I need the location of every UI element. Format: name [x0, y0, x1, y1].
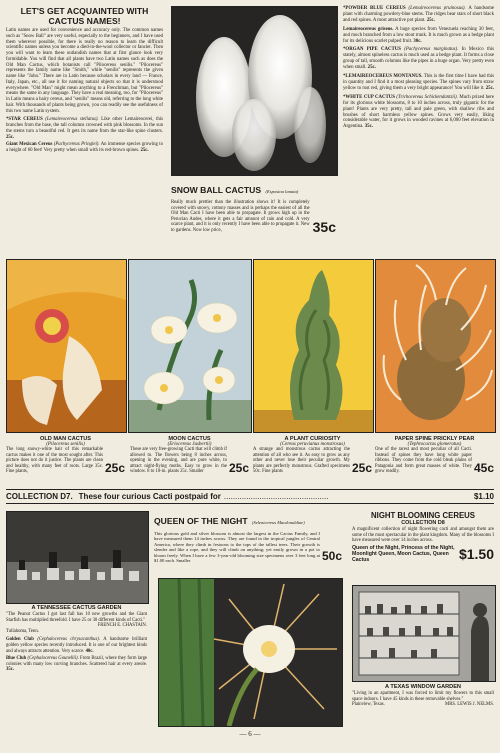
intro-title-line1: LET'S GET ACQUAINTED WITH	[20, 6, 149, 16]
star-cereus-name: *STAR CEREUS	[6, 117, 43, 123]
cereus-entry	[343, 6, 494, 24]
cereus-name: *POWDER BLUE CEREUS	[343, 6, 406, 11]
night-blooming-offer	[352, 545, 494, 563]
golden-club-name: Golden Club	[6, 637, 34, 643]
cereus-entry	[343, 47, 494, 71]
star-cereus-body: Like other Lemaireocerei, this branches from the base, the tall columns crowned with pink blossoms. In the sun the stems turn a beautiful red. It gets its name from the star-like spine clusters.	[6, 117, 163, 134]
golden-club-entry	[6, 637, 147, 654]
texas-quote: "Living in an apartment, I was forced to limit my flowers to this small space indoors. I have 45 kinds in these removable shelves."	[352, 691, 494, 702]
tennessee-garden-illustration	[7, 512, 148, 603]
cereus-body: This is the first time I have had this in quantity and I find it a most pleasing species. The spines vary from straw yellow to rust red, giving them a very bright appearance! You will like it.	[343, 74, 494, 91]
night-blooming-price: $1.50	[458, 545, 494, 562]
tennessee-section	[6, 605, 147, 673]
plant-curiosity-illustration	[254, 260, 373, 432]
grid-caption-title: MOON CACTUS	[168, 436, 211, 442]
giant-mexican-price: 25c.	[140, 148, 149, 153]
grid-caption-row	[375, 447, 494, 475]
tennessee-signature: FRENCH E. CHASTAIN.	[97, 623, 147, 629]
grid-caption-latin: (Eriocereus Jusbertii)	[167, 442, 212, 447]
cereus-name: Lemaireocereus griseus.	[343, 26, 394, 32]
paper-spine-pear-illustration	[376, 260, 495, 432]
cereus-price: 25c.	[367, 65, 376, 71]
giant-mexican-body: An immense species growing to a height of 60 feet! Very pretty when small with its red-brown spines.	[6, 142, 163, 153]
star-cereus-price: 25c.	[6, 134, 15, 140]
collection-d7-label: COLLECTION D7.	[6, 492, 73, 501]
texas-place: Plainview, Texas.	[352, 702, 385, 708]
snowball-body: Really much prettier than the illustration shows it! It is completely covered with snowy, cottony masses and is perhaps the easiest of all the Old Man Cacti I have been able to propagate. It grows high up in the Peruvian Andes, where it gets a fair amount of rain and cold. A very scarce plant, and it is only recently I have been able to propagate it. New to gardens. Now low price,	[171, 200, 310, 233]
grid-caption-body: The long snowy-white hair of this remarkable cactus makes it one of the most sought after. This picture does not do it justice. The plants are clean and healthy, with many feet of roots. Large 35c. Fine plants,	[6, 447, 103, 475]
cereus-latin: (Pachycereus marginatus).	[404, 47, 459, 53]
texas-section	[352, 684, 494, 708]
cereus-body: A huge species from Venezuela reaching 30 feet, and much branched from a low stout trunk. It is much grown as a hedge plant for its delicious scarlet pulped fruit.	[343, 26, 494, 44]
old-man-cactus-illustration	[7, 260, 126, 432]
cereus-price: 25c.	[426, 17, 435, 23]
grid-caption-body: One of the rarest and most peculiar of all Cacti. Instead of spines they have long white paper ribbons. They come from the cold bleak plains of Patagonia and form great masses of white. They grow readily.	[375, 447, 472, 475]
tennessee-place: Tullahoma, Tenn.	[6, 628, 39, 634]
grid-caption-title: OLD MAN CACTUS	[40, 436, 91, 442]
giant-mexican-latin: (Pachycereus Pringlei).	[53, 142, 100, 148]
tennessee-caption: A TENNESSEE CACTUS GARDEN	[31, 605, 122, 611]
intro-body: Latin names are used for convenience and accuracy only. The common names such as "Snow Ball" are very useful, especially to the beginners, and I have used them wherever possible, for there is really no reason to learn the difficult scientific names unless you become a died-in-the-wool collector or fancier. Then you will want to learn these outlandish names that at first glance look very formidable. You will find that all plants have two Latin names such as does the Old Man Cactus, which botanists call "Pilocereus senilis." "Pilocereus" represents the family name like "Smith," while "senilis" represents the given name like "John." There are in Latin because scholars in every land — France, Italy, Japan, etc., all use it for naming natural objects so that it is understood everywhere. "Old Man" might mean anything to a Frenchman, but "Pilocereus" means the same in any language. They have a real meaning, too, for "Pilocereus" in Latin means a hairy cereus, and "senilis" means old, referring to the long white hair. With thousands of plants being grown, you can readily see the usefulness of this two name Latin system.	[6, 28, 163, 114]
grid-caption-body: These are very free-growing Cacti that will climb if allowed to. The flowers being 8 inches across, opening in the evening, and are pure white, to attract night-flying moths. Easy to grow in the window. 8 to 10-in. plants 25c. Smaller	[130, 447, 227, 475]
texas-window-garden-illustration	[353, 586, 495, 681]
grid-caption	[6, 436, 125, 475]
golden-club-body: A handsome brilliant golden yellow species recently introduced. It is one of our brightest kinds and always attracts attention. Very scarce.	[6, 637, 147, 654]
cereus-price: 35c.	[364, 124, 373, 130]
grid-caption-title: A PLANT CURIOSITY	[284, 436, 341, 442]
collection-d7-text: These four curious Cacti postpaid for	[78, 492, 221, 501]
cereus-entry	[343, 27, 494, 45]
cereus-price: 30c.	[413, 38, 422, 44]
night-blooming-section	[352, 511, 494, 563]
snowball-price: 35c	[312, 218, 336, 235]
cereus-name: *ORGAN PIPE CACTUS	[343, 47, 401, 53]
right-cereus-list	[343, 6, 494, 130]
night-blooming-items: Queen of the Night, Princess of the Night, Moonlight Queen, Moon Cactus, Queen Cactus	[352, 544, 455, 563]
snowball-body-row	[171, 200, 336, 234]
old-man-cactus-photo	[6, 259, 127, 433]
grid-caption	[253, 436, 372, 475]
queen-price: 50c	[321, 549, 342, 564]
texas-window-garden-photo	[352, 585, 496, 682]
snowball-title: SNOW BALL CACTUS	[171, 185, 262, 195]
blue-club-body: From Brazil, where they form large colonies with many low curving branches. Scattered hair at every areole.	[6, 656, 147, 667]
star-cereus-entry	[6, 117, 163, 140]
collection-d7-bar	[6, 489, 494, 504]
texas-signature: MRS. LEWIS J. NELMS.	[445, 702, 494, 708]
grid-caption	[130, 436, 249, 475]
blue-club-price: 35c.	[6, 667, 14, 673]
grid-caption-row	[130, 447, 249, 475]
cereus-name: *WHITE CUP CACTUS	[343, 94, 395, 100]
grid-caption-body: A strange and monstrous cactus attracting the attention of all who see it. As easy to grow as any other and never lose their peculiar growth. My plants are perfectly monstrous. Grafted specimens 50c. Fine plants	[253, 447, 350, 475]
moon-cactus-photo	[128, 259, 252, 433]
snowball-latin: (Espostoa lanata)	[265, 189, 299, 194]
grid-caption-price: 25c	[228, 460, 249, 475]
queen-of-night-photo	[158, 578, 343, 727]
intro-section	[6, 6, 163, 154]
queen-latin: (Selenicereus Macdonaldiae)	[252, 520, 305, 525]
queen-body: This glorious gold and silver blossom is almost the largest in the Cactus Family, and I have measured them 14 inches across. They are found in the tropical jungles of Central America, where they climb in festoons to the tops of the tallest trees. Their growth is slender and like a rope, and they will climb on anything; yet easily grown in a pot to bloom freely. When I have a few 3-year-old blooming size specimens over 3 feet long at $1.00 each. Smaller	[154, 531, 320, 564]
star-cereus-latin: (Lemaireocereus stellatus).	[45, 117, 99, 123]
cereus-entry	[343, 95, 494, 130]
grid-caption-price: 25c	[351, 460, 372, 475]
collection-d7-price: $1.10	[473, 492, 494, 501]
cereus-body: A handsome plant with charming powdery-blue stems. The ridges bear stars of short black and red spines. A most attractive pot plant.	[343, 6, 495, 23]
grid-caption-latin: (Pilocereus senilis)	[46, 442, 85, 447]
night-blooming-subtitle: COLLECTION D8	[401, 520, 445, 526]
blue-club-entry	[6, 656, 147, 673]
snowball-heading	[171, 180, 336, 198]
cereus-entry	[343, 74, 494, 92]
snowball-section	[171, 180, 336, 234]
tennessee-garden-photo	[6, 511, 149, 604]
grid-caption-row	[6, 447, 125, 475]
texas-attribution	[352, 702, 494, 708]
grid-caption-latin: (Cereus peruvianus monstrosus)	[280, 442, 345, 447]
giant-mexican-name: Giant Mexican Cereus	[6, 142, 53, 148]
night-blooming-title: NIGHT BLOOMING CEREUS	[371, 511, 475, 520]
grid-caption-row	[253, 447, 372, 475]
grid-caption-latin: (Tephrocactus glomeratus)	[407, 442, 462, 447]
collection-d7-dots: ...............................................	[223, 492, 329, 501]
plant-curiosity-photo	[253, 259, 374, 433]
blue-club-name: Blue Club	[6, 656, 27, 662]
cereus-body: Much prized here for its glorious white blossoms, 8 to 10 inches across, truly gigantic for the plant! Plants are very pretty, tall and pale green, with shallow ribs and brushes of short harmless yellow spines. Grows very easily, liking considerable water, for it grows in wooded ravines at 6,000 feet elevation in Argentina.	[343, 94, 495, 130]
queen-body-row	[154, 531, 342, 563]
texas-caption: A TEXAS WINDOW GARDEN	[385, 684, 461, 690]
grid-caption	[375, 436, 494, 475]
grid-caption-price: 25c	[104, 460, 125, 475]
grid-caption-title: PAPER SPINE PRICKLY PEAR	[394, 436, 475, 442]
tennessee-quote: "The Peanut Cactus I got last fall has 10 new growths and the Giant Starfish has multiplied threefold. I have 25 or 30 different kinds of Cacti."	[6, 612, 147, 623]
golden-club-price: 40c.	[85, 648, 94, 654]
queen-heading	[154, 511, 342, 529]
cereus-name: *LEMAIREOCEREUS MONTANUS.	[343, 74, 423, 80]
night-blooming-body: A magnificent collection of night flowering cacti and amongst them are some of the most spectacular in the plant kingdom. Many of the blossoms I have measured were over 14 inches across.	[352, 527, 494, 544]
paper-spine-pear-photo	[375, 259, 496, 433]
cereus-price: 25c.	[485, 85, 494, 91]
giant-mexican-entry	[6, 142, 163, 154]
golden-club-latin: (Cephalocereus chrysacanthus).	[37, 637, 101, 643]
blue-club-latin: (Cephalocereus Gounellii).	[27, 656, 79, 662]
queen-title: QUEEN OF THE NIGHT	[154, 516, 248, 526]
snowball-illustration	[172, 7, 337, 175]
moon-cactus-illustration	[129, 260, 251, 432]
grid-caption-price: 45c	[473, 460, 494, 475]
cereus-latin: (Trichocereus Schickendantzii).	[396, 94, 458, 100]
queen-of-night-illustration	[159, 579, 342, 726]
queen-section	[154, 511, 342, 563]
snowball-cactus-photo	[171, 6, 338, 176]
cereus-latin: (Lemaireocereus pruinosus).	[408, 6, 466, 11]
cereus-body: In Mexico this stately, almost spineless cactus is much used as a hedge plant. It forms a close group of tall, smooth columns like the pipes in a huge organ. Very pretty even when small.	[343, 47, 494, 71]
intro-title-line2: CACTUS NAMES!	[48, 16, 121, 26]
page-number: — 6 —	[239, 730, 261, 738]
